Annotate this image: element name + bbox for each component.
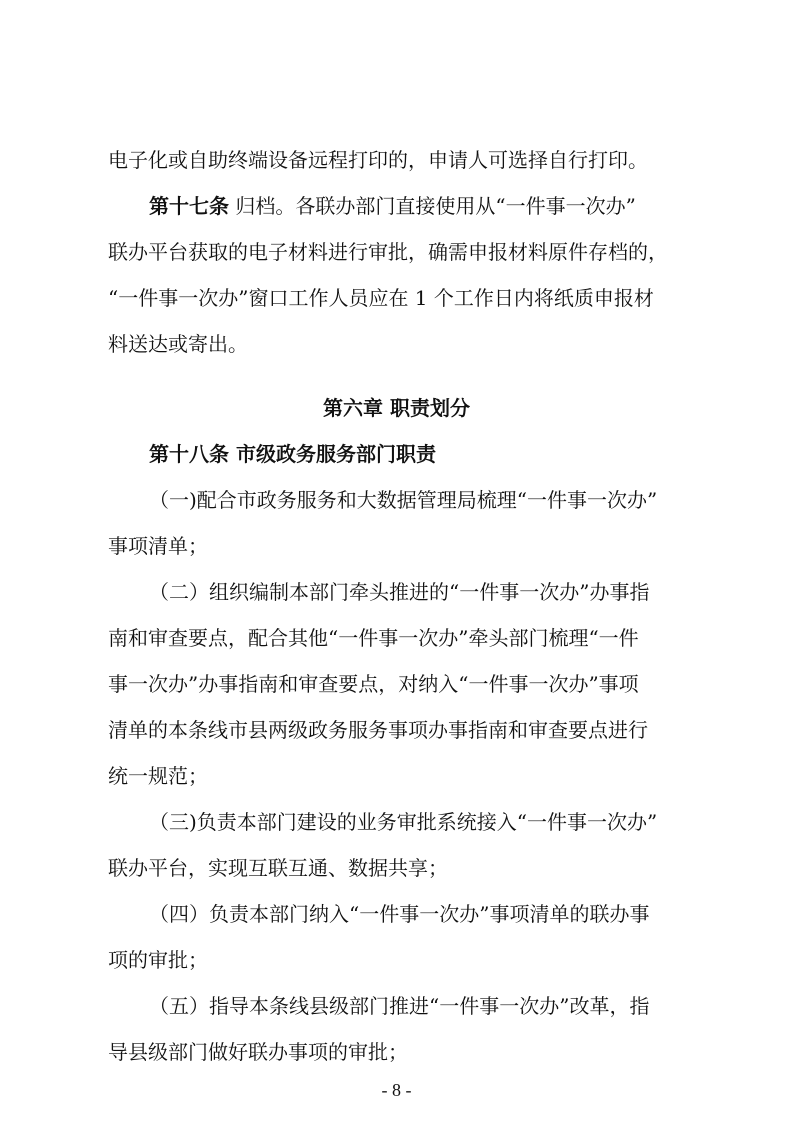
page-number: - 8 - xyxy=(381,1080,412,1100)
list-item-line: （二）组织编制本部门牵头推进的“一件事一次办”办事指 xyxy=(149,580,650,604)
list-item-line: （一)配合市政务服务和大数据管理局梳理“一件事一次办” xyxy=(149,488,658,512)
list-item-line: 事项清单； xyxy=(108,534,208,558)
chapter-title: 第六章 职责划分 xyxy=(323,396,470,420)
list-item-line: 联办平台，实现互联互通、数据共享； xyxy=(108,856,448,880)
list-item-line: 统一规范； xyxy=(108,764,208,788)
list-item-line: （五）指导本条线县级部门推进“一件事一次办”改革，指 xyxy=(149,994,650,1018)
list-item-line: （三)负责本部门建设的业务审批系统接入“一件事一次办” xyxy=(149,810,658,834)
paragraph-line: 联办平台获取的电子材料进行审批，确需申报材料原件存档的， xyxy=(108,240,668,264)
paragraph-line: 电子化或自助终端设备远程打印的，申请人可选择自行打印。 xyxy=(108,148,648,172)
list-item-line: （四）负责本部门纳入“一件事一次办”事项清单的联办事 xyxy=(149,902,650,926)
list-item-line: 南和审查要点，配合其他“一件事一次办”牵头部门梳理“一件 xyxy=(108,626,639,650)
article-18-heading: 第十八条 市级政务服务部门职责 xyxy=(149,442,436,466)
list-item-line: 事一次办”办事指南和审查要点，对纳入“一件事一次办”事项 xyxy=(108,672,639,696)
list-item-line: 项的审批； xyxy=(108,948,208,972)
paragraph-line: “一件事一次办”窗口工作人员应在 1 个工作日内将纸质申报材 xyxy=(108,286,654,310)
list-item-line: 清单的本条线市县两级政务服务事项办事指南和审查要点进行 xyxy=(108,718,648,742)
list-item-line: 导县级部门做好联办事项的审批； xyxy=(108,1040,408,1064)
article-17-first-line xyxy=(149,192,636,220)
article-17-text: 归档。各联办部门直接使用从“一件事一次办” xyxy=(229,194,636,218)
paragraph-line: 料送达或寄出。 xyxy=(108,332,248,356)
article-17-heading: 第十七条 xyxy=(149,194,229,218)
